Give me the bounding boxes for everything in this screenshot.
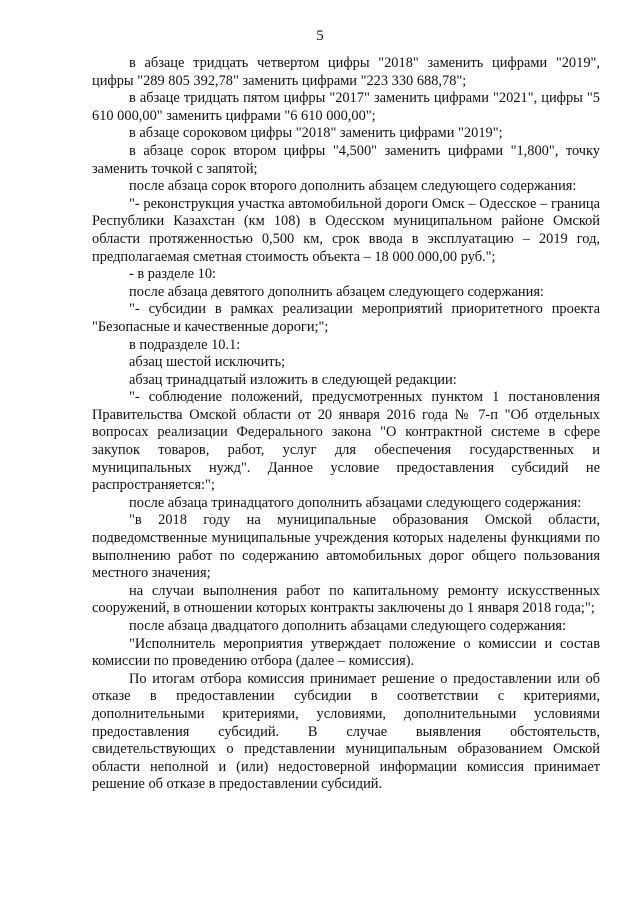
paragraph: после абзаца девятого дополнить абзацем следующего содержания: [129, 283, 544, 300]
paragraph: в абзаце тридцать пятом цифры "2017" заменить цифрами "2021", цифры "5 610 000,00" заменить цифрами "6 610 000,00"; [92, 90, 600, 124]
paragraph: после абзаца тринадцатого дополнить абзацами следующего содержания: [129, 494, 582, 511]
paragraph: в абзаце тридцать четвертом цифры "2018" заменить цифрами "2019", цифры "289 805 392,78" заменить цифрами "223 330 688,78"; [92, 55, 600, 89]
paragraph: "в 2018 году на муниципальные образования Омской области, подведомственные муниципальные учреждения которых наделены функциями по выполнению работ по содержанию автомобильных дорог общего пользования местного значения; [92, 512, 600, 582]
paragraph: "Исполнитель мероприятия утверждает положение о комиссии и состав комиссии по проведению отбора (далее – комиссия). [92, 635, 600, 670]
paragraph: в абзаце сороковом цифры "2018" заменить цифрами "2019"; [129, 125, 503, 142]
page-number: 5 [316, 28, 324, 44]
paragraph: "- субсидии в рамках реализации мероприятий приоритетного проекта "Безопасные и качественные дороги;"; [92, 301, 600, 335]
paragraph: в подразделе 10.1: [129, 336, 241, 353]
paragraph: после абзаца сорок второго дополнить абзацем следующего содержания: [129, 178, 577, 195]
paragraph: абзац тринадцатый изложить в следующей редакции: [129, 371, 457, 388]
paragraph: "- реконструкция участка автомобильной дороги Омск – Одесское – граница Республики Казахстан (км 108) в Одесском муниципальном районе Омской области протяженностью 0,500 км, срок ввода в эксплуатацию – 2019 год, предполагаемая сметная стоимость объекта – 18 000 000,00 руб."; [92, 195, 600, 265]
paragraph: По итогам отбора комиссия принимает решение о предоставлении или об отказе в предоставлении субсидии в соответствии с критериями, дополнительными критериями, условиями, дополнительными условиями предоставления субсидий. В случае выявления обстоятельств, свидетельствующих о представлении муниципальным образованием Омской области неполной и (или) недостоверной информации комиссия принимает решение об отказе в предоставлении субсидий. [92, 670, 600, 793]
paragraph: - в разделе 10: [129, 266, 217, 283]
paragraph: абзац шестой исключить; [129, 354, 286, 371]
document-body [92, 55, 600, 794]
paragraph: после абзаца двадцатого дополнить абзацами следующего содержания: [129, 618, 567, 634]
paragraph: в абзаце сорок втором цифры "4,500" заменить цифрами "1,800", точку заменить точкой с запятой; [92, 142, 600, 177]
paragraph: на случаи выполнения работ по капитальному ремонту искусственных сооружений, в отношении которых контракты заключены до 1 января 2018 года;"; [92, 582, 600, 617]
paragraph: "- соблюдение положений, предусмотренных пунктом 1 постановления Правительства Омской области от 20 января 2016 года № 7-п "Об отдельных вопросах реализации Федерального закона "О контрактной системе в сфере закупок товаров, работ, услуг для обеспечения государственных и муниципальных нужд". Данное условие предоставления субсидий не распространяется:"; [92, 389, 600, 494]
